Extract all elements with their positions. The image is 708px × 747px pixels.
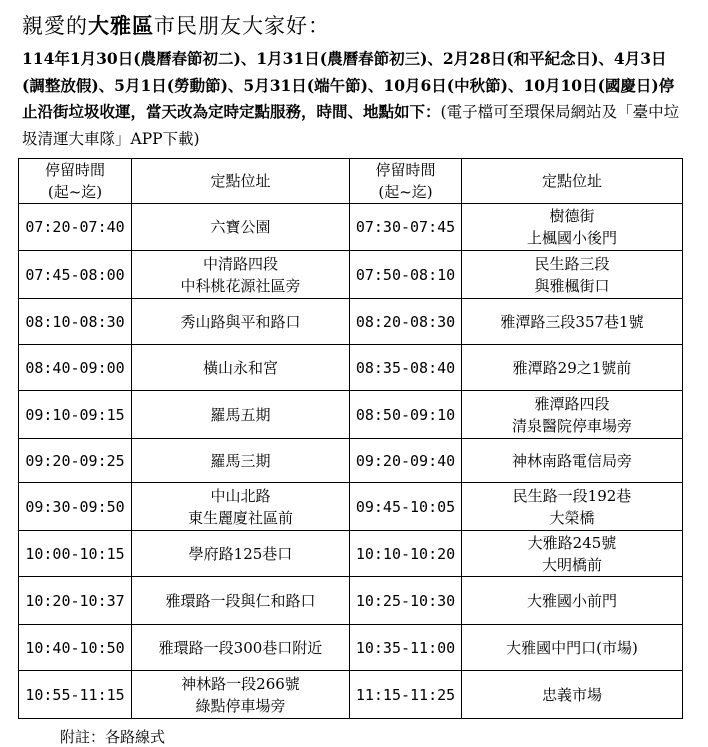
time-range-cell: 09:10-09:15 [19,391,132,439]
table-row [19,391,683,439]
location-cell [132,625,350,671]
time-range-cell: 08:20-08:30 [350,299,462,345]
greeting-suffix: 市民朋友大家好： [154,14,330,38]
table-row [19,625,683,671]
location-cell [462,483,683,531]
time-range-cell: 10:35-11:00 [350,625,462,671]
header-time-sub: (起~迄) [378,183,433,201]
location-cell [462,577,683,625]
location-line: 中科桃花源社區旁 [180,276,301,295]
table-row [19,483,683,531]
location-line: 橫山永和宮 [202,358,278,377]
location-line: 羅馬三期 [210,451,271,470]
schedule-body [19,204,683,719]
location-line: 雅潭路三段357巷1號 [500,312,644,331]
time-range-cell: 10:00-10:15 [19,531,132,577]
location-line: 神林南路電信局旁 [511,451,632,470]
header-place-left: 定點位址 [132,159,350,204]
footer-note: 附註：各路線式 [60,728,166,746]
time-range-cell: 09:30-09:50 [19,483,132,531]
location-line: 大雅國中門口(市場) [506,638,638,657]
location-cell [132,345,350,391]
header-time-left [19,159,132,204]
location-cell [462,345,683,391]
location-line: 秀山路與平和路口 [180,312,301,331]
location-line: 民生路一段192巷 [512,486,632,505]
location-line: 大雅路245號 [527,533,617,552]
time-range-cell: 09:45-10:05 [350,483,462,531]
location-line: 雅環路一段300巷口附近 [158,638,323,657]
time-range-cell: 07:20-07:40 [19,204,132,251]
time-range-cell: 10:40-10:50 [19,625,132,671]
location-line: 大明橋前 [541,555,602,574]
location-cell [132,483,350,531]
location-cell [132,439,350,483]
greeting-district: 大雅區 [88,13,154,38]
location-line: 樹德街 [549,207,595,225]
notice-bold-text: 114年1月30日(農曆春節初二)、1月31日(農曆春節初三)、2月28日(和平紀念日)、4月3日(調整放假)、5月1日(勞動節)、5月31日(端午節)、10月6日(中秋節)、10月10日(國慶日)停止沿街垃圾收運，當天改為定時定點服務，時間、地點如下： [22,49,675,121]
time-range-cell: 08:40-09:00 [19,345,132,391]
notice-download-text: (電子檔可至環保局網站及「臺中垃圾清運大車隊」APP下載) [22,103,680,148]
time-range-cell: 08:10-08:30 [19,299,132,345]
location-cell [462,671,683,719]
location-cell [132,671,350,719]
location-cell [462,391,683,439]
time-range-cell: 07:30-07:45 [350,204,462,251]
time-range-cell: 07:45-08:00 [19,251,132,299]
location-line: 雅潭路29之1號前 [512,358,632,377]
table-row [19,577,683,625]
header-time-sub: (起~迄) [47,183,103,201]
time-range-cell: 09:20-09:40 [350,439,462,483]
location-cell [462,625,683,671]
table-row [19,251,683,299]
time-range-cell: 11:15-11:25 [350,671,462,719]
header-time-right [350,159,462,204]
table-row [19,531,683,577]
location-line: 六寶公園 [210,218,271,236]
location-cell [132,531,350,577]
location-line: 雅環路一段與仁和路口 [165,591,316,610]
location-line: 上楓國小後門 [526,229,617,247]
holiday-notice [22,46,688,152]
location-cell [462,439,683,483]
location-line: 神林路一段266號 [181,674,300,693]
table-row [19,671,683,719]
location-cell [462,251,683,299]
table-row [19,299,683,345]
collection-schedule-table [18,158,683,719]
location-line: 與雅楓街口 [534,276,610,295]
location-line: 綠點停車場旁 [195,696,286,715]
greeting-prefix: 親愛的 [22,14,88,38]
location-cell [132,577,350,625]
time-range-cell: 08:50-09:10 [350,391,462,439]
time-range-cell: 10:20-10:37 [19,577,132,625]
location-cell [462,204,683,251]
location-line: 清泉醫院停車場旁 [511,416,632,435]
location-cell [132,299,350,345]
time-range-cell: 09:20-09:25 [19,439,132,483]
location-line: 學府路125巷口 [188,544,293,563]
location-cell [132,204,350,251]
time-range-cell: 08:35-08:40 [350,345,462,391]
location-line: 雅潭路四段 [534,394,610,413]
location-line: 大榮橋 [549,508,595,527]
table-row [19,204,683,251]
location-line: 民生路三段 [534,254,610,273]
location-line: 中山北路 [210,486,271,505]
time-range-cell: 10:10-10:20 [350,531,462,577]
table-header-row [19,159,683,204]
time-range-cell: 07:50-08:10 [350,251,462,299]
header-place-right: 定點位址 [462,159,683,204]
location-line: 中清路四段 [202,254,278,273]
location-line: 忠義市場 [541,685,602,704]
location-line: 東生麗廈社區前 [187,508,293,527]
location-cell [462,531,683,577]
table-row [19,439,683,483]
location-cell [132,391,350,439]
location-line: 大雅國小前門 [526,591,617,610]
time-range-cell: 10:55-11:15 [19,671,132,719]
header-time-title: 停留時間 [375,161,436,179]
table-row [19,345,683,391]
location-cell [462,299,683,345]
greeting-heading [22,10,330,40]
header-time-title: 停留時間 [44,161,105,179]
location-cell [132,251,350,299]
time-range-cell: 10:25-10:30 [350,577,462,625]
location-line: 羅馬五期 [210,405,271,424]
